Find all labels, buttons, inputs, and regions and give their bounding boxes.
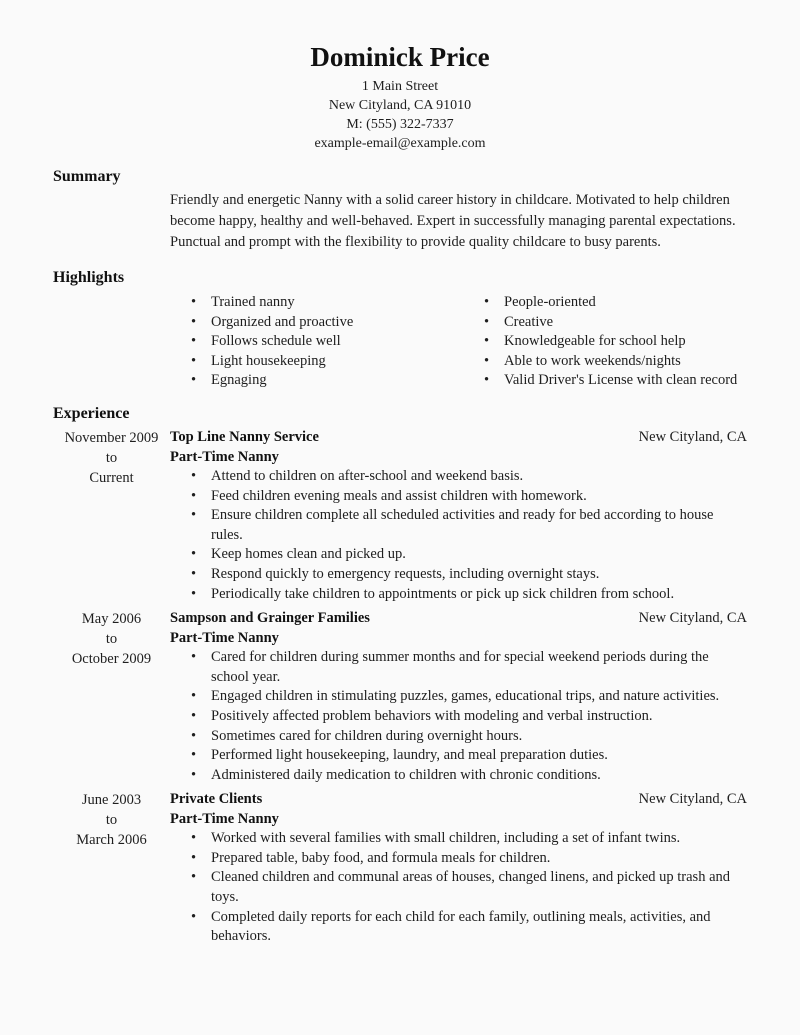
job-date-start: May 2006: [81, 611, 142, 628]
job-bullet-list: [170, 648, 747, 785]
highlights-column-2: [463, 293, 747, 391]
job-bullet: • Engaged children in stimulating puzzles, games, educational trips, and nature activities.: [170, 687, 747, 707]
job-company: Private Clients: [170, 791, 263, 808]
highlight-item: • Light housekeeping: [170, 352, 463, 372]
job-entry: [53, 789, 747, 947]
experience-heading: Experience: [53, 404, 130, 422]
job-header: [170, 608, 747, 628]
highlight-item: • Creative: [463, 313, 747, 333]
job-bullet: • Prepared table, baby food, and formula meals for children.: [170, 849, 747, 869]
highlights-columns: [170, 293, 747, 391]
job-bullet: • Cared for children during summer months and for special weekend periods during the school year.: [170, 648, 747, 687]
job-main: [170, 608, 747, 785]
job-bullet-list: [170, 467, 747, 604]
job-dates: [53, 427, 170, 604]
job-date-end: Current: [89, 469, 134, 486]
job-bullet: • Periodically take children to appointments or pick up sick children from school.: [170, 585, 747, 605]
job-date-start: November 2009: [64, 429, 159, 446]
highlight-item: • Valid Driver's License with clean record: [463, 371, 747, 391]
highlight-item: • Follows schedule well: [170, 332, 463, 352]
job-location: New Cityland, CA: [638, 610, 747, 627]
job-bullet: • Administered daily medication to children with chronic conditions.: [170, 766, 747, 786]
email-address: example-email@example.com: [314, 136, 486, 151]
job-main: [170, 789, 747, 947]
job-main: [170, 427, 747, 604]
address-line-1: 1 Main Street: [361, 79, 439, 94]
job-bullet: • Positively affected problem behaviors with modeling and verbal instruction.: [170, 707, 747, 727]
job-title: Part-Time Nanny: [170, 448, 279, 465]
highlight-item: • People-oriented: [463, 293, 747, 313]
highlight-item: • Organized and proactive: [170, 313, 463, 333]
experience-section: [0, 404, 800, 947]
job-bullet: • Feed children evening meals and assist children with homework.: [170, 487, 747, 507]
summary-section: [0, 167, 800, 253]
highlight-item: • Trained nanny: [170, 293, 463, 313]
job-date-end: March 2006: [76, 832, 147, 849]
job-company: Sampson and Grainger Families: [170, 610, 370, 627]
job-date-separator: to: [105, 449, 118, 466]
job-bullet: • Attend to children on after-school and weekend basis.: [170, 467, 747, 487]
job-date-separator: to: [105, 812, 118, 829]
job-bullet: • Keep homes clean and picked up.: [170, 545, 747, 565]
job-bullet: • Worked with several families with small children, including a set of infant twins.: [170, 829, 747, 849]
candidate-name: Dominick Price: [310, 42, 490, 72]
job-entry: [53, 608, 747, 785]
highlights-heading: Highlights: [53, 269, 125, 286]
job-title: Part-Time Nanny: [170, 811, 279, 828]
contact-info: [0, 77, 800, 153]
job-bullet: • Completed daily reports for each child for each family, outlining meals, activities, and behaviors.: [170, 908, 747, 947]
highlight-item: • Knowledgeable for school help: [463, 332, 747, 352]
job-date-start: June 2003: [81, 792, 142, 809]
job-title: Part-Time Nanny: [170, 630, 279, 647]
job-header: [170, 789, 747, 809]
job-dates: [53, 789, 170, 947]
highlights-section: [0, 268, 800, 391]
job-location: New Cityland, CA: [638, 791, 747, 808]
job-bullet: • Ensure children complete all scheduled activities and ready for bed according to house rules.: [170, 506, 747, 545]
phone-number: M: (555) 322-7337: [346, 117, 454, 132]
highlights-column-1: [170, 293, 463, 391]
job-bullet: • Performed light housekeeping, laundry, and meal preparation duties.: [170, 746, 747, 766]
job-entry: [53, 427, 747, 604]
summary-text: Friendly and energetic Nanny with a solid career history in childcare. Motivated to help children become happy, healthy and well-behaved. Expert in successfully managing parental expectations. Punctual and prompt with the flexibility to provide quality childcare to busy parents.: [170, 192, 736, 250]
job-location: New Cityland, CA: [638, 428, 747, 445]
job-date-separator: to: [105, 631, 118, 648]
highlight-item: • Able to work weekends/nights: [463, 352, 747, 372]
job-bullet: • Cleaned children and communal areas of houses, changed linens, and picked up trash and toys.: [170, 868, 747, 907]
summary-heading: Summary: [53, 168, 121, 185]
job-company: Top Line Nanny Service: [170, 428, 319, 445]
job-header: [170, 427, 747, 447]
job-date-end: October 2009: [71, 651, 152, 668]
job-bullet: • Respond quickly to emergency requests, including overnight stays.: [170, 565, 747, 585]
highlight-item: • Egnaging: [170, 371, 463, 391]
address-line-2: New Cityland, CA 91010: [328, 98, 472, 113]
job-dates: [53, 608, 170, 785]
job-bullet: • Sometimes cared for children during overnight hours.: [170, 727, 747, 747]
job-bullet-list: [170, 829, 747, 947]
resume-header: [0, 0, 800, 153]
